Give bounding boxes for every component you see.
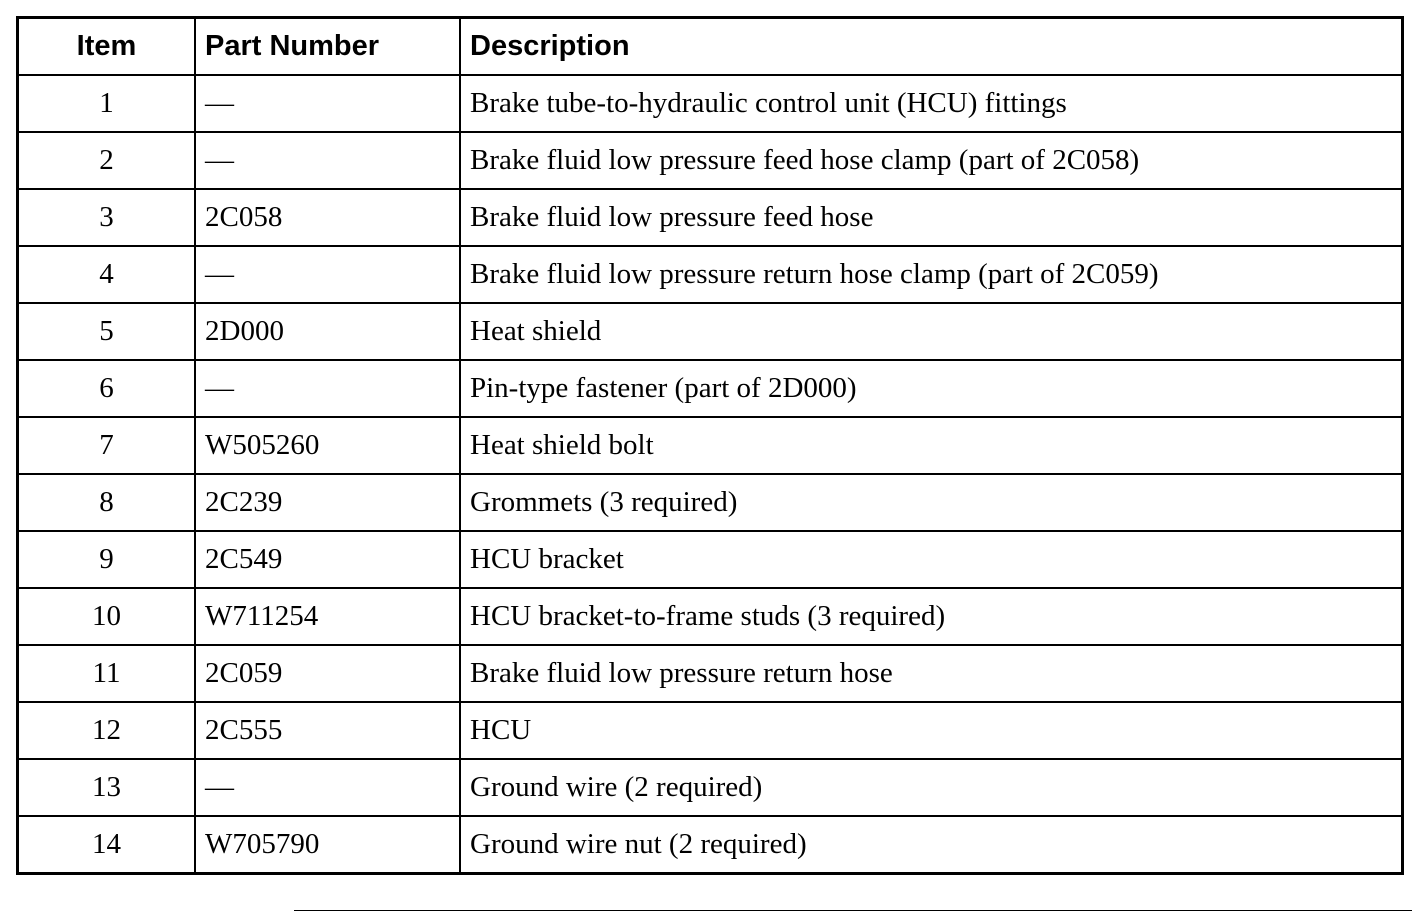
cell-item: 9 bbox=[19, 531, 195, 588]
table-row bbox=[19, 360, 1401, 417]
cell-part-number: 2D000 bbox=[195, 303, 460, 360]
cell-description: Ground wire (2 required) bbox=[460, 759, 1401, 816]
cell-part-number: 2C549 bbox=[195, 531, 460, 588]
cell-part-number: — bbox=[195, 360, 460, 417]
header-item: Item bbox=[19, 19, 195, 75]
cell-item: 3 bbox=[19, 189, 195, 246]
table-row bbox=[19, 759, 1401, 816]
cell-part-number: — bbox=[195, 246, 460, 303]
cell-item: 4 bbox=[19, 246, 195, 303]
cell-description: HCU bbox=[460, 702, 1401, 759]
cell-item: 2 bbox=[19, 132, 195, 189]
table-row bbox=[19, 816, 1401, 872]
cell-part-number: 2C059 bbox=[195, 645, 460, 702]
cell-description: HCU bracket bbox=[460, 531, 1401, 588]
table-header-row bbox=[19, 19, 1401, 75]
footer-divider bbox=[294, 910, 1412, 911]
cell-description: Brake fluid low pressure feed hose bbox=[460, 189, 1401, 246]
cell-description: Pin-type fastener (part of 2D000) bbox=[460, 360, 1401, 417]
table-row bbox=[19, 189, 1401, 246]
table-row bbox=[19, 417, 1401, 474]
cell-description: Ground wire nut (2 required) bbox=[460, 816, 1401, 872]
cell-item: 13 bbox=[19, 759, 195, 816]
cell-description: HCU bracket-to-frame studs (3 required) bbox=[460, 588, 1401, 645]
cell-description: Brake fluid low pressure feed hose clamp (part of 2C058) bbox=[460, 132, 1401, 189]
table-row bbox=[19, 531, 1401, 588]
cell-item: 1 bbox=[19, 75, 195, 132]
table-row bbox=[19, 75, 1401, 132]
table-row bbox=[19, 303, 1401, 360]
cell-item: 11 bbox=[19, 645, 195, 702]
cell-description: Brake tube-to-hydraulic control unit (HCU) fittings bbox=[460, 75, 1401, 132]
cell-description: Heat shield bolt bbox=[460, 417, 1401, 474]
table-row bbox=[19, 246, 1401, 303]
cell-description: Brake fluid low pressure return hose clamp (part of 2C059) bbox=[460, 246, 1401, 303]
cell-part-number: — bbox=[195, 759, 460, 816]
table-row bbox=[19, 702, 1401, 759]
cell-part-number: 2C239 bbox=[195, 474, 460, 531]
cell-part-number: W711254 bbox=[195, 588, 460, 645]
cell-part-number: — bbox=[195, 132, 460, 189]
parts-table bbox=[19, 19, 1401, 872]
cell-item: 12 bbox=[19, 702, 195, 759]
header-description: Description bbox=[460, 19, 1401, 75]
table-row bbox=[19, 588, 1401, 645]
cell-description: Heat shield bbox=[460, 303, 1401, 360]
table-row bbox=[19, 645, 1401, 702]
cell-part-number: — bbox=[195, 75, 460, 132]
cell-item: 6 bbox=[19, 360, 195, 417]
cell-part-number: W505260 bbox=[195, 417, 460, 474]
header-part-number: Part Number bbox=[195, 19, 460, 75]
cell-part-number: 2C058 bbox=[195, 189, 460, 246]
cell-item: 14 bbox=[19, 816, 195, 872]
cell-item: 8 bbox=[19, 474, 195, 531]
table-row bbox=[19, 132, 1401, 189]
parts-table-frame bbox=[16, 16, 1404, 875]
cell-part-number: 2C555 bbox=[195, 702, 460, 759]
cell-part-number: W705790 bbox=[195, 816, 460, 872]
cell-description: Grommets (3 required) bbox=[460, 474, 1401, 531]
cell-item: 5 bbox=[19, 303, 195, 360]
cell-item: 10 bbox=[19, 588, 195, 645]
cell-item: 7 bbox=[19, 417, 195, 474]
cell-description: Brake fluid low pressure return hose bbox=[460, 645, 1401, 702]
table-row bbox=[19, 474, 1401, 531]
